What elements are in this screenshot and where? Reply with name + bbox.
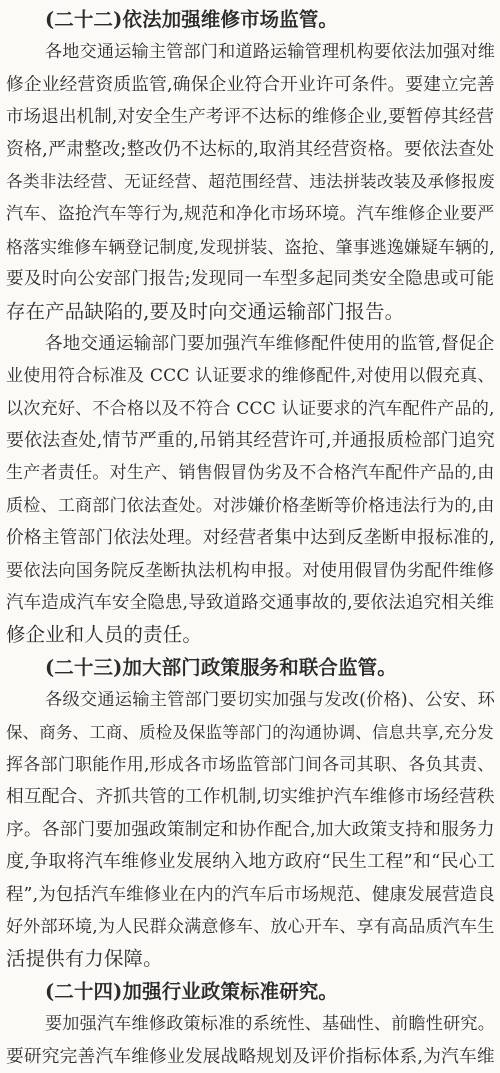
text-line: 程”,为包括汽车维修业在内的汽车后市场规范、健康发展营造良 <box>6 884 495 905</box>
text-line: 质检、工商部门依法查处。对涉嫌价格垄断等价格违法行为的,由 <box>6 495 495 516</box>
text-line: 汽车、盗抢汽车等行为,规范和净化市场环境。汽车维修企业要严 <box>6 204 495 225</box>
text-line: 汽车造成汽车安全隐患,导致道路交通事故的,要依法追究相关维 <box>6 593 495 614</box>
text-line: 业使用符合标准及 CCC 认证要求的维修配件,对使用以假充真、 <box>6 366 495 387</box>
text-line: 各地交通运输主管部门和道路运输管理机构要依法加强对维 <box>45 42 496 63</box>
text-line: 要加强汽车维修政策标准的系统性、基础性、前瞻性研究。 <box>45 1014 496 1035</box>
text-line: 格落实维修车辆登记制度,发现拼装、盗抢、肇事逃逸嫌疑车辆的, <box>6 236 495 257</box>
text-line: 资格,严肃整改;整改仍不达标的,取消其经营资格。要依法查处 <box>6 138 495 160</box>
text-line: 修企业和人员的责任。 <box>6 623 202 647</box>
text-line: 价格主管部门依法处理。对经营者集中达到反垄断申报标准的, <box>6 528 495 549</box>
section-heading: (二十三)加大部门政策服务和联合监管。 <box>45 655 397 679</box>
text-line: 各地交通运输部门要加强汽车维修配件使用的监管,督促企 <box>45 333 495 354</box>
text-line: 以次充好、不合格以及不符合 CCC 认证要求的汽车配件产品的, <box>6 398 495 419</box>
text-line: 度,争取将汽车维修业发展纳入地方政府“民生工程”和“民心工 <box>6 851 496 873</box>
text-line: 各级交通运输主管部门要切实加强与发改(价格)、公安、环 <box>45 690 496 711</box>
text-line: 挥各部门职能作用,形成各市场监管部门间各司其职、各负其责、 <box>6 754 495 775</box>
text-line: 好外部环境,为人民群众满意修车、放心开车、享有高品质汽车生 <box>6 916 495 937</box>
text-line: 活提供有力保障。 <box>6 947 163 971</box>
text-line: 要及时向公安部门报告;发现同一车型多起同类安全隐患或可能 <box>6 269 495 290</box>
text-line: 各类非法经营、无证经营、超范围经营、违法拼装改装及承修报废 <box>6 171 495 191</box>
text-line: 修企业经营资质监管,确保企业符合开业许可条件。要建立完善 <box>6 74 495 95</box>
section-heading: (二十二)依法加强维修市场监管。 <box>45 8 339 31</box>
section-heading: (二十四)加强行业政策标准研究。 <box>45 979 339 1003</box>
text-line: 市场退出机制,对安全生产考评不达标的维修企业,要暂停其经营 <box>6 107 495 128</box>
text-line: 要依法查处,情节严重的,吊销其经营许可,并通报质检部门追究 <box>6 430 495 452</box>
text-line: 序。各部门要加强政策制定和协作配合,加大政策支持和服务力 <box>6 819 495 840</box>
text-line: 生产者责任。对生产、销售假冒伪劣及不合格汽车配件产品的,由 <box>6 463 495 484</box>
text-line: 要依法向国务院反垄断执法机构申报。对使用假冒伪劣配件维修 <box>6 560 495 581</box>
text-line: 存在产品缺陷的,要及时向交通运输部门报告。 <box>6 299 405 323</box>
document-body <box>6 4 496 1073</box>
text-line: 要研究完善汽车维修业发展战略规划及评价指标体系,为汽车维 <box>6 1046 495 1067</box>
text-line: 相互配合、齐抓共管的工作机制,切实维护汽车维修市场经营秩 <box>6 787 495 808</box>
text-line: 保、商务、工商、质检及保监等部门的沟通协调、信息共享,充分发 <box>6 722 494 742</box>
